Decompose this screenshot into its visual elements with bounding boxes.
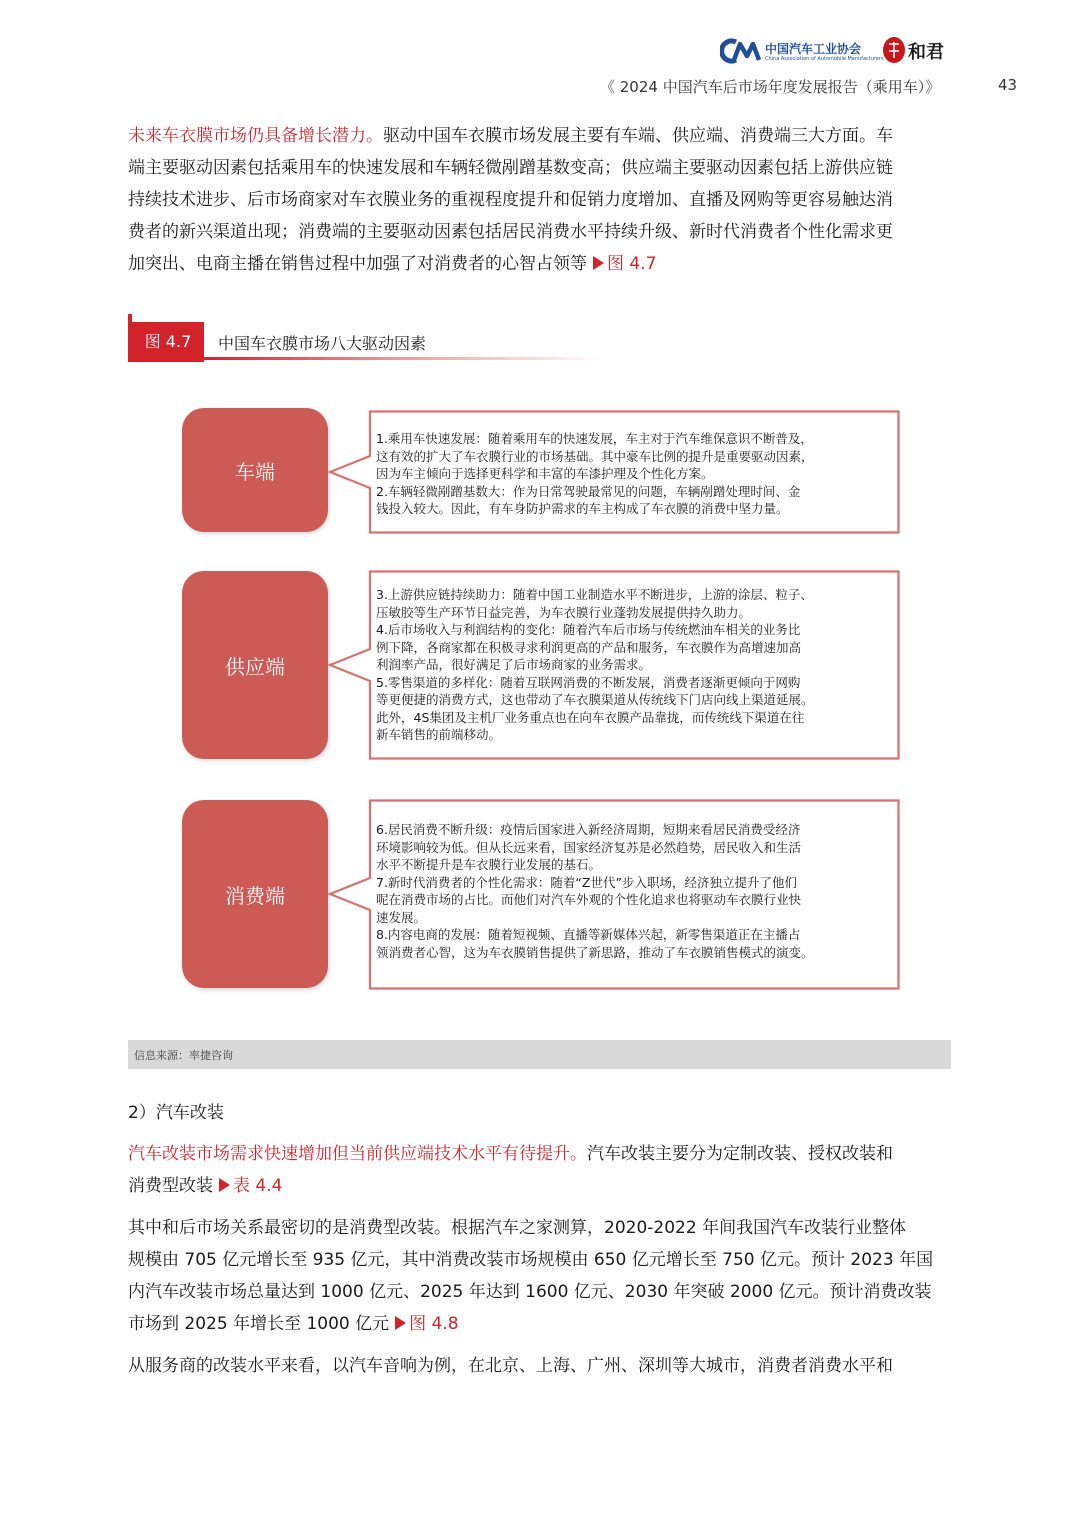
callout-line: 速发展。 [376, 909, 427, 925]
callout-line: 领消费者心智，这为车衣膜销售提供了新思路，推动了车衣膜销售模式的演变。 [376, 944, 814, 960]
paragraph-line: 市场到 2025 年增长至 1000 亿元 图 4.8 [128, 1314, 459, 1334]
driver-callout [328, 410, 900, 534]
callout-line: 环境影响较为低。但从长远来看，国家经济复苏是必然趋势，居民收入和生活 [376, 839, 802, 855]
callout-line: 8.内容电商的发展：随着短视频、直播等新媒体兴起，新零售渠道正在主播占 [376, 927, 801, 942]
callout-line: 2.车辆轻微剐蹭基数大：作为日常驾驶最常见的问题，车辆剐蹭处理时间、金 [376, 483, 801, 499]
callout-line: 7.新时代消费者的个性化需求：随着“Z世代”步入职场，经济独立提升了他们 [376, 874, 797, 890]
paragraph-modification-intro [128, 1138, 952, 1202]
driver-category-label: 消费端 [225, 883, 285, 908]
driver-callout [328, 570, 900, 760]
paragraph-line: 加突出、电商主播在销售过程中加强了对消费者的心智占领等 图 4.7 [128, 254, 657, 274]
page-number: 43 [998, 76, 1018, 94]
paragraph-line: 持续技术进步、后市场商家对车衣膜业务的重视程度提升和促销力度增加、直播及网购等更容易触达消 [128, 190, 893, 210]
driver-category-label: 车端 [235, 459, 275, 484]
paragraph-line: 费者的新兴渠道出现；消费端的主要驱动因素包括居民消费水平持续升级、新时代消费者个性化需求更 [128, 222, 893, 242]
paragraph-line: 端主要驱动因素包括乘用车的快速发展和车辆轻微剐蹭基数变高；供应端主要驱动因素包括上游供应链 [128, 158, 893, 178]
callout-line: 钱投入较大。因此，有车身防护需求的车主构成了车衣膜的消费中坚力量。 [376, 501, 789, 516]
driver-category-box [182, 408, 328, 532]
paragraph-line: 内汽车改装市场总量达到 1000 亿元、2025 年达到 1600 亿元、2030 年突破 2000 亿元。预计消费改装 [128, 1282, 932, 1302]
callout-line: 水平不断提升是车衣膜行业发展的基石。 [376, 857, 602, 872]
callout-line: 5.零售渠道的多样化：随着互联网消费的不断发展，消费者逐渐更倾向于网购 [376, 674, 801, 690]
callout-text [376, 821, 881, 961]
callout-line: 此外，4S集团及主机厂业务重点也在向车衣膜产品靠拢，而传统线下渠道在往 [376, 709, 805, 725]
driver-category-box [182, 800, 328, 988]
figure-reference-link[interactable]: 图 4.7 [593, 254, 656, 274]
org-name-cn: 中国汽车工业协会 [765, 42, 862, 56]
callout-line: 1.乘用车快速发展：随着乘用车的快速发展，车主对于汽车维保意识不断普及， [376, 431, 813, 446]
org-name-en: China Association of Automobile Manufacturers [765, 56, 884, 62]
driver-category-label: 供应端 [225, 654, 285, 679]
caam-logo-icon [720, 38, 762, 64]
paragraph-market-size [128, 1212, 952, 1340]
figure-reference-link[interactable]: 图 4.8 [395, 1314, 458, 1334]
callout-text [376, 430, 881, 518]
triangle-right-icon [219, 1178, 230, 1192]
paragraph-line: 未来车衣膜市场仍具备增长潜力。驱动中国车衣膜市场发展主要有车端、供应端、消费端三大方面。车 [128, 126, 893, 146]
figure-label: 图 4.7 [132, 322, 204, 362]
paragraph-line: 消费型改装 表 4.4 [128, 1176, 283, 1196]
paragraph-line: 从服务商的改装水平来看，以汽车音响为例，在北京、上海、广州、深圳等大城市，消费者消费水平和 [128, 1356, 893, 1376]
paragraph-highlight: 汽车改装市场需求快速增加但当前供应端技术水平有待提升。 [128, 1144, 587, 1164]
paragraph-drivers [128, 120, 952, 280]
source-bar [128, 1040, 951, 1069]
callout-line: 压敏胶等生产环节日益完善，为车衣膜行业蓬勃发展提供持久助力。 [376, 604, 752, 620]
callout-line: 呢在消费市场的占比。而他们对汽车外观的个性化追求也将驱动车衣膜行业快 [376, 892, 802, 907]
paragraph-line: 汽车改装市场需求快速增加但当前供应端技术水平有待提升。汽车改装主要分为定制改装、授权改装和 [128, 1144, 893, 1164]
driver-category-box [182, 571, 328, 759]
paragraph-line: 其中和后市场关系最密切的是消费型改装。根据汽车之家测算，2020-2022 年间我国汽车改装行业整体 [128, 1218, 907, 1238]
figure-title: 中国车衣膜市场八大驱动因素 [218, 334, 427, 353]
callout-line: 新车销售的前端移动。 [376, 727, 502, 742]
paragraph-highlight: 未来车衣膜市场仍具备增长潜力。 [128, 126, 383, 146]
caption-underline [204, 357, 604, 360]
figure-source: 信息来源：率捷咨询 [134, 1049, 233, 1062]
callout-line: 例下降，各商家都在积极寻求利润更高的产品和服务，车衣膜作为高增速加高 [376, 639, 802, 655]
callout-line: 3.上游供应链持续助力：随着中国工业制造水平不断进步，上游的涂层、粒子、 [376, 587, 813, 602]
callout-line: 4.后市场收入与利润结构的变化：随着汽车后市场与传统燃油车相关的业务比 [376, 622, 801, 637]
paragraph-line: 规模由 705 亿元增长至 935 亿元，其中消费改装市场规模由 650 亿元增长至 750 亿元。预计 2023 年国 [128, 1250, 934, 1270]
partner-logo-text: 和君 [908, 42, 944, 63]
driver-callout [328, 799, 900, 990]
section-heading: 2）汽车改装 [128, 1103, 224, 1123]
callout-line: 利润率产品，很好满足了后市场商家的业务需求。 [376, 657, 652, 672]
callout-line: 等更便捷的消费方式，这也带动了车衣膜渠道从传统线下门店向线上渠道延展。 [376, 692, 814, 707]
hejun-seal-icon [880, 36, 908, 64]
triangle-right-icon [593, 256, 604, 270]
callout-text [376, 586, 881, 744]
paragraph-service-level [128, 1350, 952, 1382]
callout-line: 6.居民消费不断升级：疫情后国家进入新经济周期，短期来看居民消费受经济 [376, 822, 801, 837]
table-reference-link[interactable]: 表 4.4 [219, 1176, 282, 1196]
callout-line: 因为车主倾向于选择更科学和丰富的车漆护理及个性化方案。 [376, 466, 714, 481]
triangle-right-icon [395, 1316, 406, 1330]
callout-line: 这有效的扩大了车衣膜行业的市场基础。其中豪车比例的提升是重要驱动因素， [376, 448, 814, 464]
report-title: 《 2024 中国汽车后市场年度发展报告（乘用车）》 [600, 78, 941, 96]
